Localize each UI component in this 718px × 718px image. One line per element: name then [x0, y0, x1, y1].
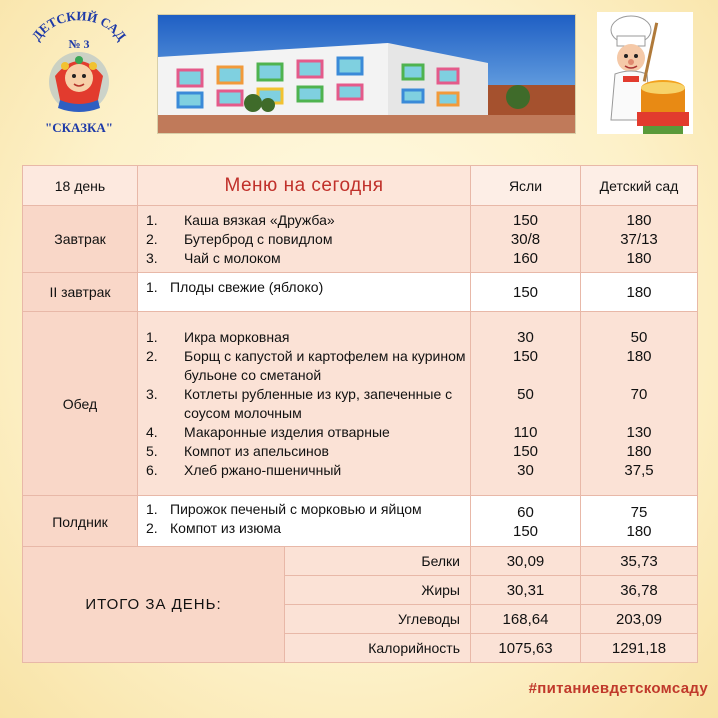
list-item: 4. Макаронные изделия отварные: [146, 423, 390, 440]
list-item: 3. Котлеты рубленные из кур, запеченные с соусом молочным: [146, 385, 453, 421]
list-item: 1. Пирожок печеный с морковью и яйцом: [146, 500, 422, 517]
totals-kindergarten: 1291,18: [581, 634, 698, 663]
totals-kindergarten: 35,73: [581, 547, 698, 576]
dish-cell: [138, 312, 471, 496]
kindergarten-logo: [20, 8, 138, 136]
dish-list: [138, 498, 470, 540]
table-header-row: [23, 166, 698, 206]
kindergarten-building-photo: [157, 14, 576, 134]
totals-name: Углеводы: [285, 605, 471, 634]
list-item: 1. Икра морковная: [146, 328, 290, 345]
list-item: 1. Каша вязкая «Дружба»: [146, 211, 335, 228]
list-item: 2. Борщ с капустой и картофелем на курином бульоне со сметаной: [146, 347, 466, 383]
day-label: 18 день: [23, 166, 138, 206]
totals-nursery: 30,09: [471, 547, 581, 576]
kindergarten-portions: 180: [581, 273, 698, 312]
totals-kindergarten: 203,09: [581, 605, 698, 634]
dish-list: [138, 326, 470, 482]
meal-row-afternoon-snack: [23, 496, 698, 548]
nursery-portions: 150: [471, 273, 581, 312]
dish-list: [138, 276, 470, 299]
totals-nursery: 1075,63: [471, 634, 581, 663]
totals-kindergarten: 36,78: [581, 576, 698, 605]
list-item: 6. Хлеб ржано-пшеничный: [146, 461, 342, 478]
list-item: 1. Плоды свежие (яблоко): [146, 278, 324, 295]
meal-name: Обед: [23, 312, 138, 496]
totals-nursery: 168,64: [471, 605, 581, 634]
nursery-portions: 30 150 50 110 150 30: [471, 312, 581, 496]
totals-name: Белки: [285, 547, 471, 576]
list-item: 3. Чай с молоком: [146, 249, 281, 266]
chef-illustration: [597, 12, 693, 134]
logo-name: "СКАЗКА": [45, 120, 113, 135]
col-header-kindergarten: Детский сад: [581, 166, 698, 206]
kindergarten-portions: 75 180: [581, 496, 698, 548]
kindergarten-portions: 180 37/13 180: [581, 206, 698, 273]
meal-row-breakfast: [23, 206, 698, 273]
dish-list: [138, 209, 470, 270]
meal-name: Завтрак: [23, 206, 138, 273]
logo-number: № 3: [68, 37, 90, 51]
hashtag: #питаниевдетскомсаду: [528, 680, 708, 697]
meal-name: II завтрак: [23, 273, 138, 312]
table-title: Меню на сегодня: [224, 174, 384, 196]
table-title-cell: [138, 166, 471, 206]
totals-nursery: 30,31: [471, 576, 581, 605]
menu-table: [22, 165, 698, 548]
totals-row: [23, 547, 698, 576]
totals-table: [22, 546, 698, 663]
list-item: 2. Бутерброд с повидлом: [146, 230, 333, 247]
list-item: 5. Компот из апельсинов: [146, 442, 329, 459]
totals-label: ИТОГО ЗА ДЕНЬ:: [23, 547, 285, 663]
totals-name: Жиры: [285, 576, 471, 605]
kindergarten-portions: 50 180 70 130 180 37,5: [581, 312, 698, 496]
nursery-portions: 150 30/8 160: [471, 206, 581, 273]
meal-name: Полдник: [23, 496, 138, 548]
nursery-portions: 60 150: [471, 496, 581, 548]
dish-cell: [138, 273, 471, 312]
dish-cell: [138, 206, 471, 273]
col-header-nursery: Ясли: [471, 166, 581, 206]
meal-row-second-breakfast: [23, 273, 698, 312]
logo-title: ДЕТСКИЙ САД: [28, 8, 130, 44]
meal-row-lunch: [23, 312, 698, 496]
dish-cell: [138, 496, 471, 548]
totals-name: Калорийность: [285, 634, 471, 663]
list-item: 2. Компот из изюма: [146, 519, 282, 536]
